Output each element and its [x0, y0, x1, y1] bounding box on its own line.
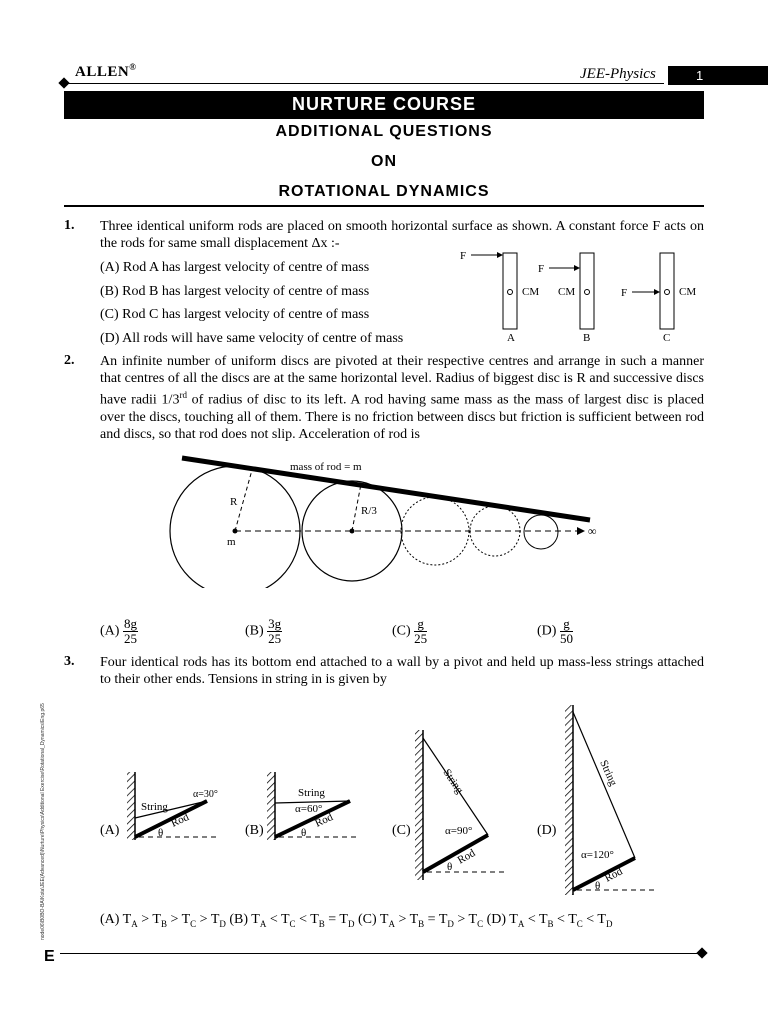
- mass-m-label: m: [227, 536, 236, 548]
- q3-fig-c-label: (C): [392, 823, 411, 838]
- svg-text:Rod: Rod: [169, 811, 191, 830]
- q1-option-b: (B) Rod B has largest velocity of centre of mass: [100, 284, 370, 299]
- radius-r-label: R: [230, 496, 238, 508]
- svg-text:CM: CM: [679, 286, 697, 298]
- q3-answer-options: [100, 912, 612, 929]
- q2-option-a: (A) $\frac{8g}{25}$: [100, 616, 137, 646]
- allen-logo: ALLEN®: [75, 62, 137, 80]
- svg-text:String: String: [298, 787, 325, 799]
- q2-number: 2.: [64, 353, 75, 368]
- svg-text:CM: CM: [558, 286, 576, 298]
- footer-rule: [60, 953, 700, 954]
- title-line-1: ADDITIONAL QUESTIONS: [275, 123, 493, 140]
- rod-c: [660, 253, 674, 329]
- svg-text:θ: θ: [595, 880, 601, 892]
- side-file-path: node06\B0BO-BA\Kota\JEE(Advanced)\Nurture\Physics\Additional Exercise\Rotational_Dynamics\Eng.p65: [40, 703, 46, 940]
- page-number: 1: [696, 68, 704, 83]
- q1-option-d: (D) All rods will have same velocity of centre of mass: [100, 331, 404, 346]
- force-label-a: F: [460, 250, 467, 262]
- radius-r3-label: R/3: [361, 505, 377, 517]
- svg-text:θ: θ: [301, 827, 307, 839]
- rod-b: [580, 253, 594, 329]
- footer-letter: E: [44, 948, 55, 965]
- q2-discs-figure: [165, 448, 605, 588]
- svg-text:θ: θ: [158, 827, 164, 839]
- page-number-box: [668, 66, 768, 85]
- q1-option-a: (A) Rod A has largest velocity of centre of mass: [100, 260, 370, 275]
- q3-option-a: (A) $T_A > T_B > T_C > T_D$: [100, 912, 226, 929]
- infinity-label: ∞: [588, 524, 597, 538]
- svg-text:String: String: [440, 766, 466, 796]
- q3-option-b: (B) $T_A < T_C < T_B = T_D$: [229, 912, 355, 929]
- svg-text:String: String: [141, 801, 168, 813]
- rod: [182, 458, 590, 520]
- disc-1: [170, 466, 300, 588]
- rod-label-b: B: [583, 332, 591, 344]
- svg-text:F: F: [538, 263, 545, 275]
- q3-rods-figure: [95, 700, 670, 905]
- q1-option-c: (C) Rod C has largest velocity of centre of mass: [100, 307, 370, 322]
- alpha-c: α=90°: [445, 825, 473, 837]
- q1-number: 1.: [64, 218, 75, 233]
- rod-mass-label: mass of rod = m: [290, 461, 362, 473]
- alpha-b: α=60°: [295, 803, 323, 815]
- svg-text:CM: CM: [522, 286, 540, 298]
- q1-rods-figure: [455, 245, 705, 345]
- q3-fig-a-label: (A): [100, 823, 120, 838]
- q1-text: Three identical uniform rods are placed on smooth horizontal surface as shown. A constant force F acts on the rods for same small displacement Δx :-: [100, 219, 704, 251]
- q3-fig-d-label: (D): [537, 823, 557, 838]
- footer-diamond-icon: [696, 947, 707, 958]
- q2-option-c: (C) $\frac{g}{25}$: [392, 616, 428, 646]
- svg-text:Rod: Rod: [313, 811, 335, 830]
- q2-text: An infinite number of uniform discs are pivoted at their respective centres and arrange in such a manner that centres of all the discs are at the same horizontal level. Radius of biggest disc is R and successive discs have radii 1/3rd of radius of disc to its left. A rod having same mass as the mass of largest disc is placed over the discs, touching all of them. There is no friction between discs but friction is sufficient between rod and discs, so that rod does not slip. Acceleration of rod is: [100, 354, 704, 442]
- title-line-3: ROTATIONAL DYNAMICS: [278, 183, 490, 200]
- alpha-a: α=30°: [193, 789, 218, 800]
- subject-label: JEE-Physics: [580, 66, 656, 82]
- q2-option-d: (D) $\frac{g}{50}$: [537, 616, 573, 646]
- rod-label-c: C: [663, 332, 671, 344]
- svg-text:String: String: [597, 758, 620, 788]
- q3-option-c: (C) $T_A > T_B = T_D > T_C$: [357, 912, 484, 929]
- title-rule: [64, 205, 704, 207]
- disc-5: [524, 515, 558, 549]
- title-line-2: ON: [371, 153, 397, 170]
- header-rule: [64, 83, 664, 84]
- svg-text:Rod: Rod: [455, 847, 478, 867]
- q3-number: 3.: [64, 654, 75, 669]
- svg-text:θ: θ: [447, 861, 453, 873]
- course-banner: NURTURE COURSE: [64, 91, 704, 119]
- rod-a: [503, 253, 517, 329]
- q3-fig-b-label: (B): [245, 823, 264, 838]
- q3-text: Four identical rods has its bottom end attached to a wall by a pivot and held up mass-less strings attached to their other ends. Tensions in string in is given by: [100, 655, 704, 687]
- svg-text:F: F: [621, 287, 628, 299]
- q2-option-b: (B) $\frac{3g}{25}$: [245, 616, 282, 646]
- q3-option-d: (D) $T_A < T_B < T_C < T_D$: [486, 912, 613, 929]
- rod-label-a: A: [507, 332, 515, 344]
- alpha-d: α=120°: [581, 849, 614, 861]
- svg-text:Rod: Rod: [602, 865, 625, 885]
